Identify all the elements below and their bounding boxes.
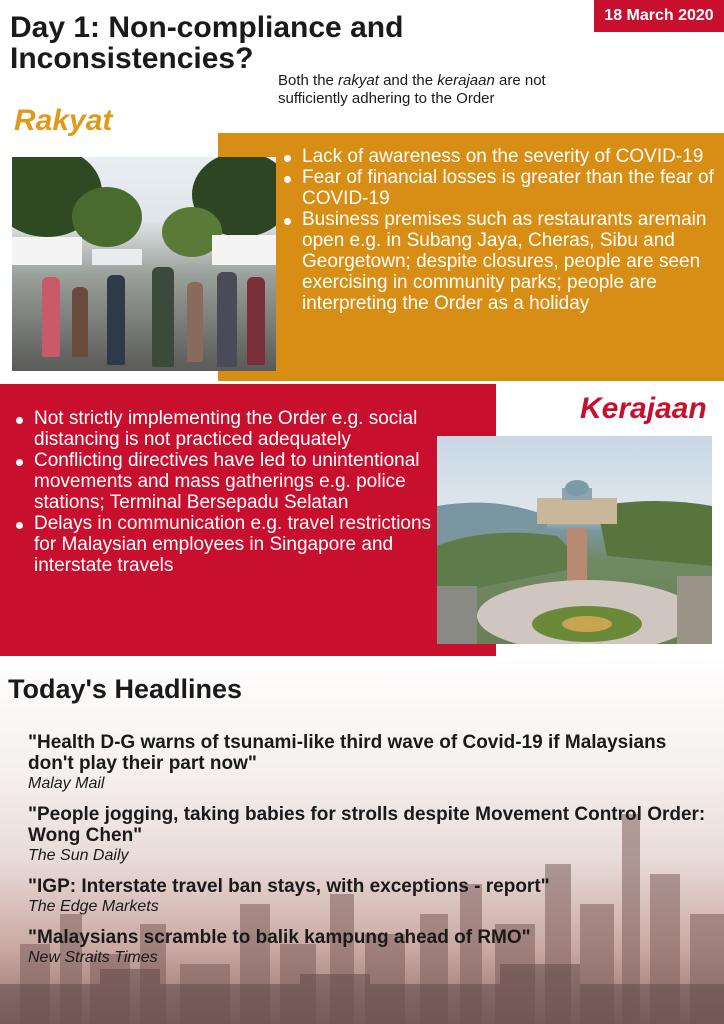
headline-source: Malay Mail xyxy=(28,775,105,792)
headline-source: The Sun Daily xyxy=(28,847,129,864)
subtitle: Both the rakyat and the kerajaan are not sufficiently adhering to the Order xyxy=(278,72,546,107)
kerajaan-heading: Kerajaan xyxy=(580,392,707,425)
kerajaan-term: kerajaan xyxy=(437,72,495,89)
kerajaan-issues-list xyxy=(12,408,432,576)
headline-quote: "People jogging, taking babies for strolls despite Movement Control Order: Wong Chen" xyxy=(28,804,706,846)
headline-quote: "Malaysians scramble to balik kampung ahead of RMO" xyxy=(28,927,531,948)
page-title: Day 1: Non-compliance and Inconsistencies? xyxy=(10,11,404,75)
list-item: Not strictly implementing the Order e.g. social distancing is not practiced adequately xyxy=(12,408,432,450)
headlines-title: Today's Headlines xyxy=(8,674,242,704)
putrajaya-aerial-photo xyxy=(437,436,712,644)
headline-item xyxy=(28,927,708,968)
headline-list xyxy=(28,732,708,978)
rakyat-term: rakyat xyxy=(338,72,379,89)
list-item: Delays in communication e.g. travel restrictions for Malaysian employees in Singapore and interstate travels xyxy=(12,513,432,576)
headline-quote: "IGP: Interstate travel ban stays, with exceptions - report" xyxy=(28,876,550,897)
headline-source: New Straits Times xyxy=(28,949,158,966)
date-badge: 18 March 2020 xyxy=(594,0,724,32)
list-item: Conflicting directives have led to unintentional movements and mass gatherings e.g. police stations; Terminal Bersepadu Selatan xyxy=(12,450,432,513)
list-item: Lack of awareness on the severity of COVID-19 xyxy=(280,146,720,167)
street-market-photo xyxy=(12,157,276,371)
list-item: Fear of financial losses is greater than the fear of COVID-19 xyxy=(280,167,720,209)
rakyat-heading: Rakyat xyxy=(14,104,113,137)
rakyat-issues-list xyxy=(280,146,720,314)
headline-item xyxy=(28,732,708,794)
headline-item xyxy=(28,804,708,866)
list-item: Business premises such as restaurants aremain open e.g. in Subang Jaya, Cheras, Sibu and Georgetown; despite closures, people are seen exercising in community parks; people are interpreting the Order as a holiday xyxy=(280,209,720,314)
headline-quote: "Health D-G warns of tsunami-like third wave of Covid-19 if Malaysians don't play their part now" xyxy=(28,732,667,774)
headline-source: The Edge Markets xyxy=(28,898,159,915)
headline-item xyxy=(28,876,708,917)
